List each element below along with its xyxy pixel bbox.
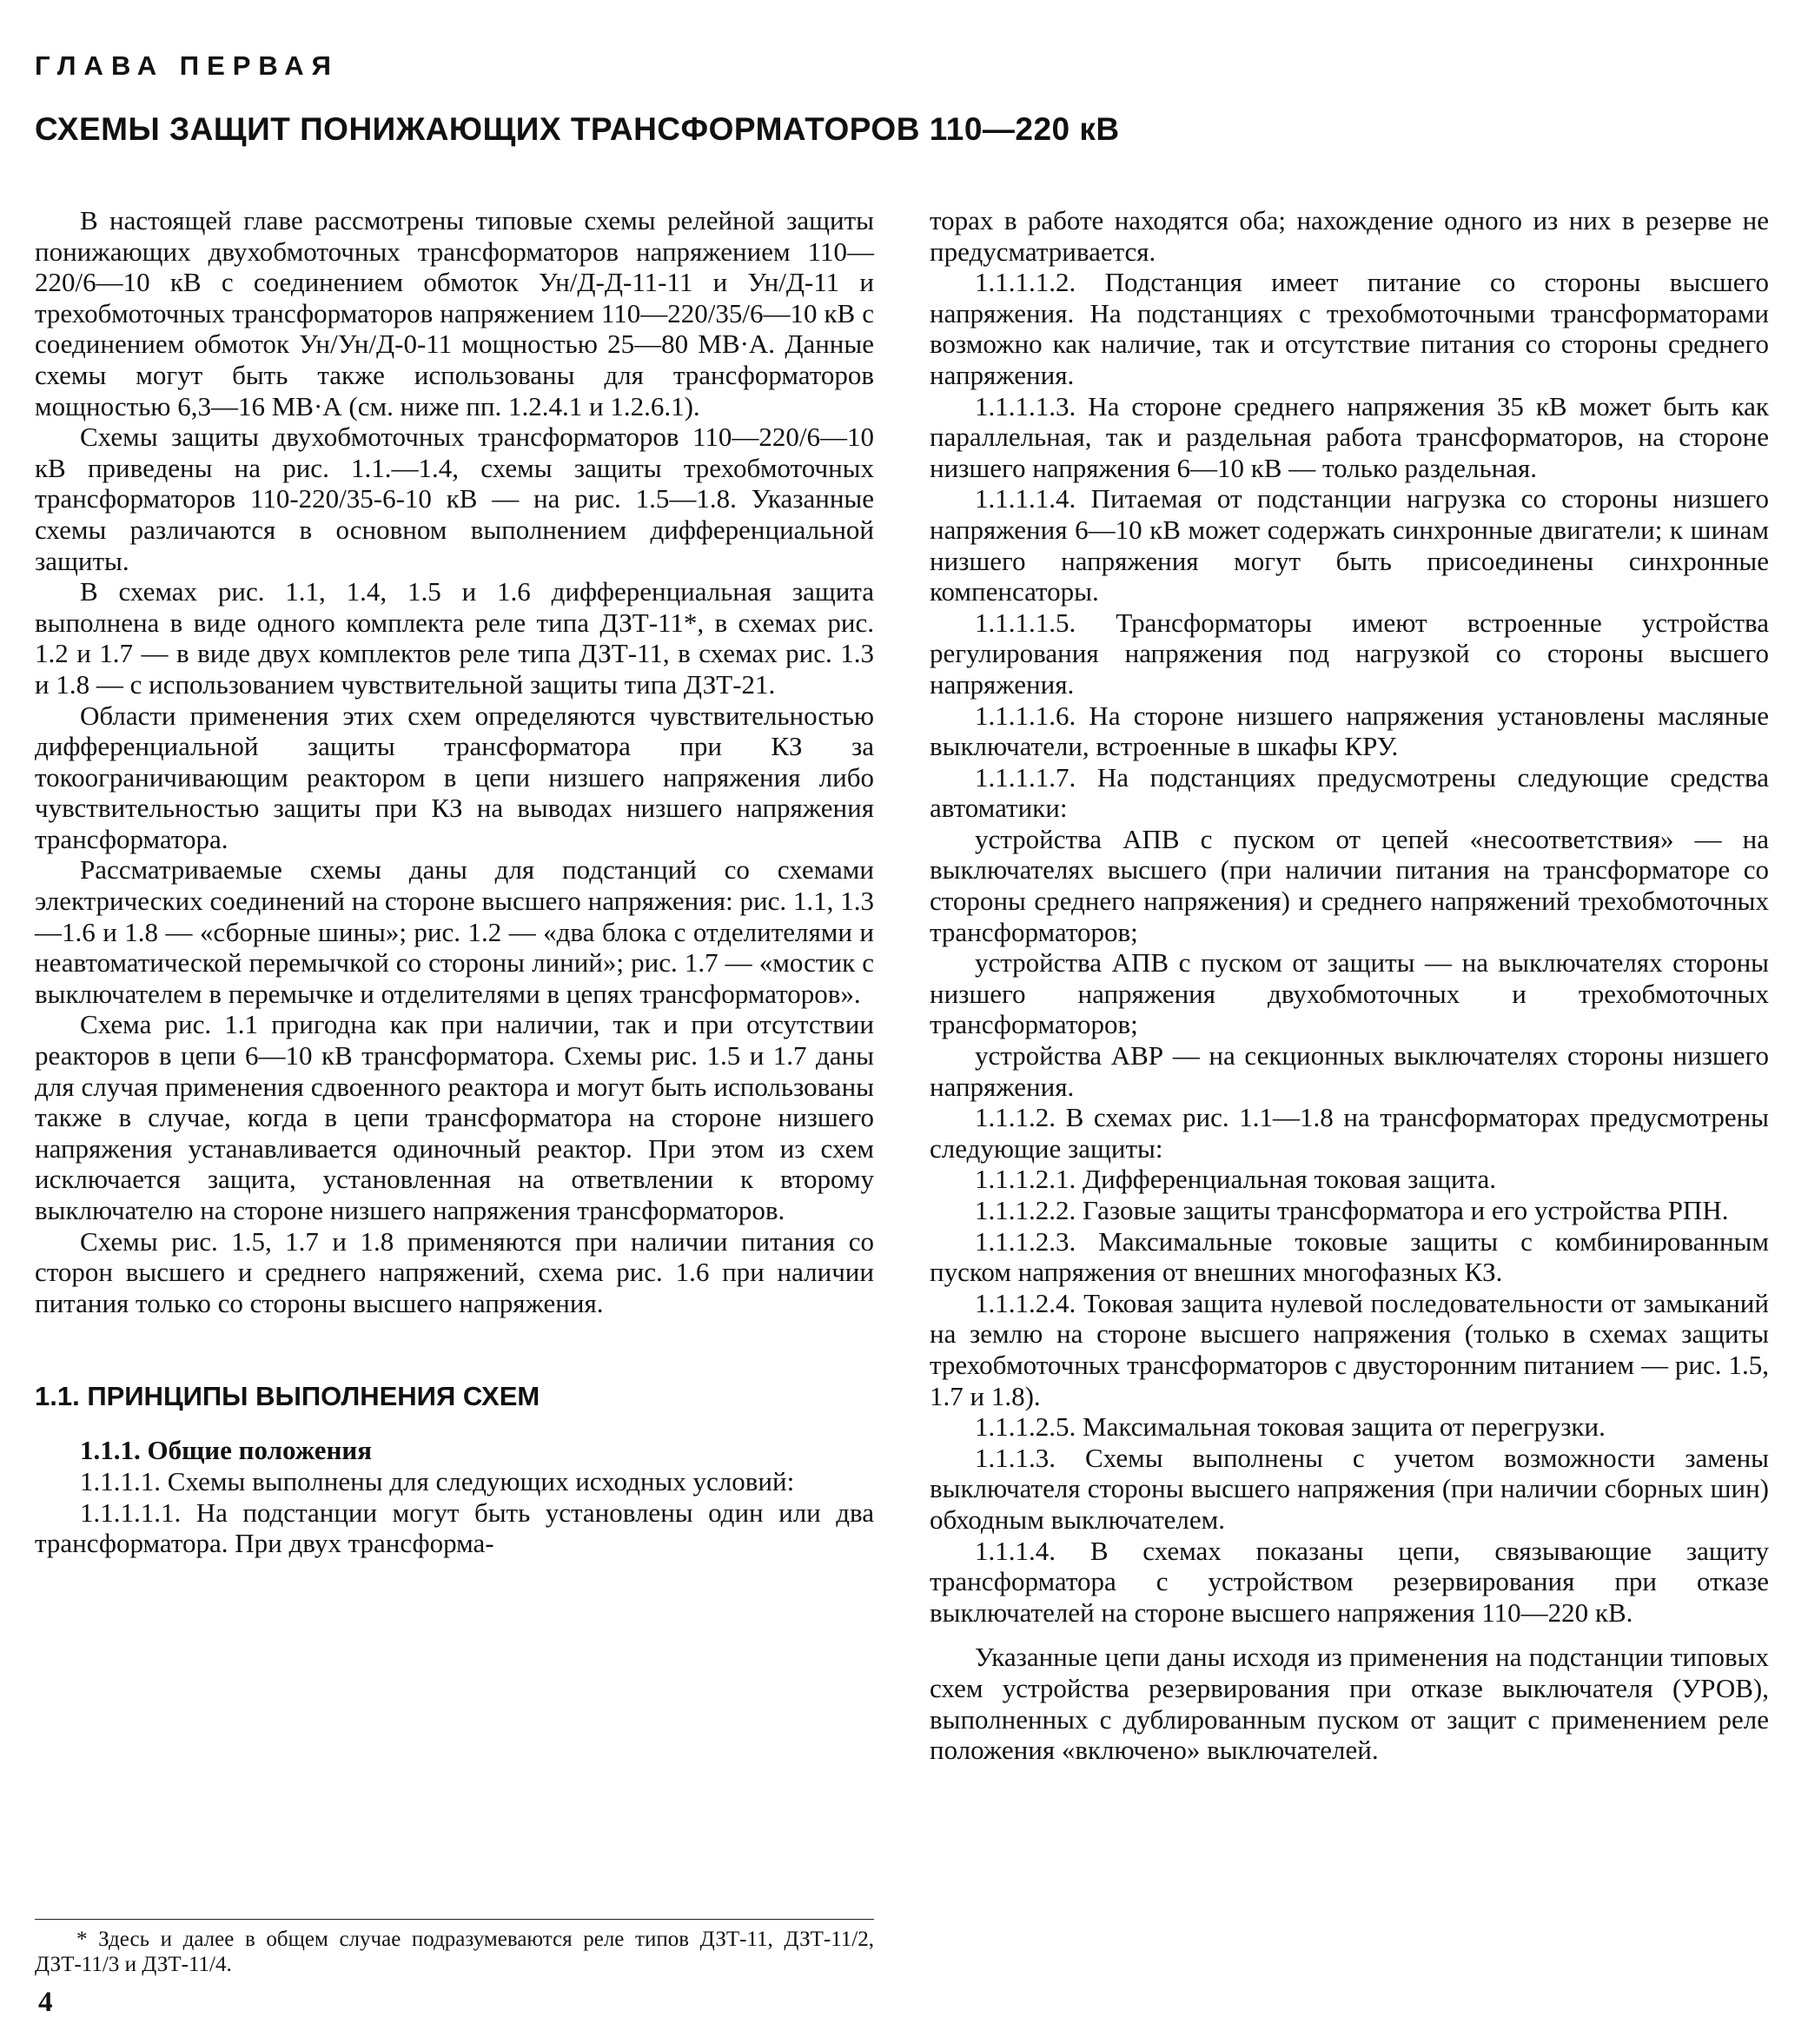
body-paragraph: 1.1.1.4. В схемах показаны цепи, связывающие защиту трансформатора с устройством резервирования при отказе выключателей на стороне высшего напряжения 110—220 кВ. — [930, 1535, 1769, 1628]
right-column — [930, 205, 1769, 1766]
chapter-label: ГЛАВА ПЕРВАЯ — [35, 50, 339, 81]
body-paragraph: 1.1.1.2.1. Дифференциальная токовая защита. — [975, 1164, 1497, 1195]
intro-paragraph: Области применения этих схем определяются чувствительностью дифференциальной защиты трансформатора при КЗ за токоограничивающим реактором в цепи низшего напряжения либо чувствительностью защиты при КЗ на выводах низшего напряжения трансформатора. — [35, 700, 874, 854]
final-paragraph: Указанные цепи даны исходя из применения на подстанции типовых схем устройства резервирования при отказе выключателя (УРОВ), выполненных с дублированным пуском от защит с применением реле положения «включено» выключателей. — [930, 1642, 1769, 1766]
body-paragraph: 1.1.1.1.1. На подстанции могут быть установлены один или два трансформатора. При двух трансформа- — [35, 1496, 874, 1559]
body-paragraph: 1.1.1.1.6. На стороне низшего напряжения установлены масляные выключатели, встроенные в шкафы КРУ. — [930, 700, 1769, 762]
subsection-title: 1.1.1. Общие положения — [80, 1435, 373, 1466]
list-paragraph: устройства АВР — на секционных выключателях стороны низшего напряжения. — [930, 1040, 1769, 1102]
body-paragraph: 1.1.1.1.2. Подстанция имеет питание со стороны высшего напряжения. На подстанциях с трехобмоточными трансформаторами возможно как наличие, так и отсутствие питания со стороны среднего напряжения. — [930, 267, 1769, 390]
body-paragraph: 1.1.1.2.2. Газовые защиты трансформатора и его устройства РПН. — [975, 1195, 1729, 1225]
page-number: 4 — [38, 1987, 53, 2018]
continued-paragraph: торах в работе находятся оба; нахождение одного из них в резерве не предусматривается. — [930, 205, 1769, 267]
footnote-text: * Здесь и далее в общем случае подразумеваются реле типов ДЗТ-11, ДЗТ-11/2, ДЗТ-11/3 и ДЗТ-11/4. — [35, 1928, 874, 1976]
intro-paragraph: Схемы защиты двухобмоточных трансформаторов 110—220/6—10 кВ приведены на рис. 1.1.—1.4, схемы защиты трехобмоточных трансформаторов 110-220/35-6-10 кВ — на рис. 1.5—1.8. Указанные схемы различаются в основном выполнением дифференциальной защиты. — [35, 421, 874, 576]
section-title: 1.1. ПРИНЦИПЫ ВЫПОЛНЕНИЯ СХЕМ — [35, 1381, 540, 1412]
body-paragraph: 1.1.1.2.5. Максимальная токовая защита от перегрузки. — [975, 1411, 1606, 1443]
body-paragraph: 1.1.1.1. Схемы выполнены для следующих исходных условий: — [80, 1465, 795, 1496]
body-paragraph: 1.1.1.3. Схемы выполнены с учетом возможности замены выключателя стороны высшего напряжения (при наличии сборных шин) обходным выключателем. — [930, 1442, 1769, 1535]
footnote — [35, 1919, 874, 1977]
body-paragraph: 1.1.1.1.3. На стороне среднего напряжения 35 кВ может быть как параллельная, так и раздельная работа трансформаторов, на стороне низшего напряжения 6—10 кВ — только раздельная. — [930, 390, 1769, 483]
intro-paragraph: В настоящей главе рассмотрены типовые схемы релейной защиты понижающих двухобмоточных трансформаторов напряжением 110—220/6—10 кВ с соединением обмоток Ун/Д-Д-11-11 и Ун/Д-11 и трехобмоточных трансформаторов напряжением 110—220/35/6—10 кВ с соединением обмоток Ун/Ун/Д-0-11 мощностью 25—80 МВ·А. Данные схемы могут быть также использованы для трансформаторов мощностью 6,3—16 МВ·А (см. ниже пп. 1.2.4.1 и 1.2.6.1). — [35, 205, 874, 421]
intro-paragraph: Схема рис. 1.1 пригодна как при наличии, так и при отсутствии реакторов в цепи 6—10 кВ трансформатора. Схемы рис. 1.5 и 1.7 даны для случая применения сдвоенного реактора и могут быть использованы также в случае, когда в цепи трансформатора на стороне низшего напряжения устанавливается одиночный реактор. При этом из схем исключается защита, установленная на ответвлении к второму выключателю на стороне низшего напряжения трансформаторов. — [35, 1009, 874, 1225]
body-paragraph: 1.1.1.2.4. Токовая защита нулевой последовательности от замыканий на землю на стороне высшего напряжения (только в схемах защиты трехобмоточных трансформаторов с двусторонним питанием — рис. 1.5, 1.7 и 1.8). — [930, 1287, 1769, 1411]
left-column — [35, 205, 874, 1559]
intro-paragraph: В схемах рис. 1.1, 1.4, 1.5 и 1.6 дифференциальная защита выполнена в виде одного комплекта реле типа ДЗТ-11*, в схемах рис. 1.2 и 1.7 — в виде двух комплектов реле типа ДЗТ-11, в схемах рис. 1.3 и 1.8 — с использованием чувствительной защиты типа ДЗТ-21. — [35, 576, 874, 700]
list-paragraph: устройства АПВ с пуском от защиты — на выключателях стороны низшего напряжения двухобмоточных и трехобмоточных трансформаторов; — [930, 947, 1769, 1040]
body-paragraph: 1.1.1.1.5. Трансформаторы имеют встроенные устройства регулирования напряжения под нагрузкой со стороны высшего напряжения. — [930, 607, 1769, 700]
intro-paragraph: Рассматриваемые схемы даны для подстанций со схемами электрических соединений на стороне высшего напряжения: рис. 1.1, 1.3—1.6 и 1.8 — «сборные шины»; рис. 1.2 — «два блока с отделителями и неавтоматической перемычкой со стороны линий»; рис. 1.7 — «мостик с выключателем в перемычке и отделителями в цепях трансформаторов». — [35, 854, 874, 1009]
body-paragraph: 1.1.1.1.7. На подстанциях предусмотрены следующие средства автоматики: — [930, 761, 1769, 824]
body-paragraph: 1.1.1.2. В схемах рис. 1.1—1.8 на трансформаторах предусмотрены следующие защиты: — [930, 1102, 1769, 1164]
list-paragraph: устройства АПВ с пуском от цепей «несоответствия» — на выключателях высшего (при наличии питания на трансформаторе со стороны среднего напряжения) и среднего напряжений трехобмоточных трансформаторов; — [930, 823, 1769, 947]
body-paragraph: 1.1.1.2.3. Максимальные токовые защиты с комбинированным пуском напряжения от внешних многофазных КЗ. — [930, 1225, 1769, 1288]
chapter-title: СХЕМЫ ЗАЩИТ ПОНИЖАЮЩИХ ТРАНСФОРМАТОРОВ 110—220 кВ — [35, 111, 1120, 147]
body-paragraph: 1.1.1.1.4. Питаемая от подстанции нагрузка со стороны низшего напряжения 6—10 кВ может содержать синхронные двигатели; к шинам низшего напряжения могут быть присоединены синхронные компенсаторы. — [930, 483, 1769, 607]
intro-paragraph: Схемы рис. 1.5, 1.7 и 1.8 применяются при наличии питания со сторон высшего и среднего напряжений, схема рис. 1.6 при наличии питания только со стороны высшего напряжения. — [35, 1225, 874, 1318]
